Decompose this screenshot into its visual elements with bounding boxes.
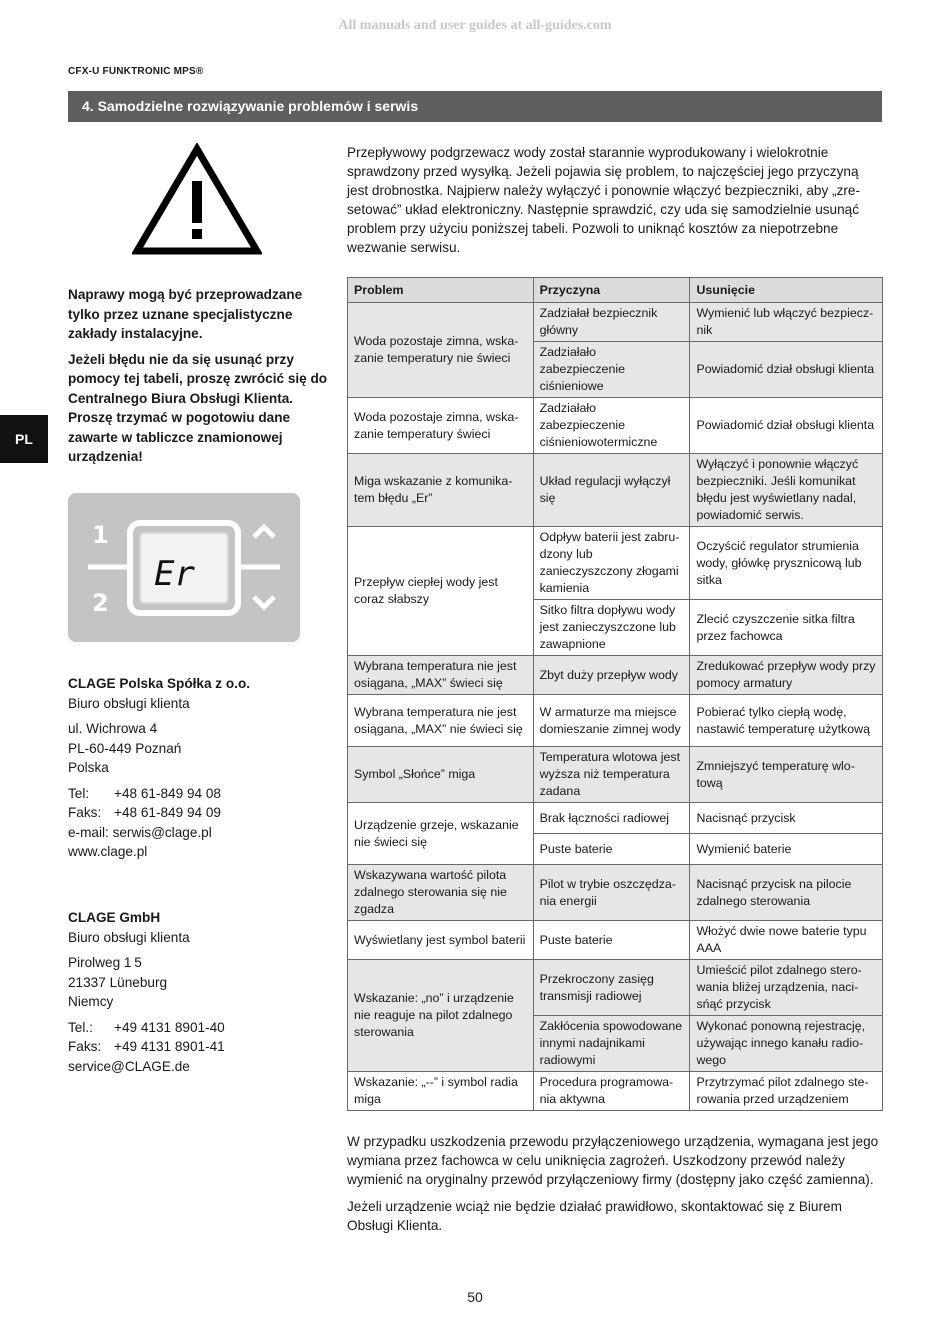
- table-row: [348, 960, 883, 1016]
- problem-cell: Wskazanie: „--” i symbol radia miga: [348, 1072, 534, 1111]
- header-remedy: Usunięcie: [690, 278, 883, 303]
- email[interactable]: service@CLAGE.de: [68, 1058, 190, 1074]
- remedy-cell: Zlecić czyszczenie sitka filtra przez fachowca: [690, 600, 883, 656]
- intro-text: Przepływowy podgrzewacz wody został starannie wyprodukowany i wielokrotnie sprawdzony przed wysyłką. Jeżeli pojawia się problem, to najczęściej jego przyczyną jest drobnostka. Najpierw należy wyłączyć i ponownie włączyć bezpieczniki, aby „zresetować” układ elektroniczny. Następnie sprawdzić, czy uda się samodzielnie usunąć problem przy użyciu poniższej tabeli. Pozwoli to uniknąć kosztów za niepotrzebne wezwanie serwisu.: [347, 145, 861, 255]
- tel-label: Tel.:: [68, 1019, 93, 1035]
- cause-cell: Zadziałał bezpiecznik główny: [533, 303, 690, 342]
- company-name: CLAGE GmbH: [68, 910, 161, 925]
- country: Polska: [68, 760, 109, 775]
- remedy-cell: Wykonać ponowną rejestrację, używając innego kanału radiowego: [690, 1016, 883, 1072]
- display-number-1: 1: [92, 521, 109, 549]
- table-row: [348, 527, 883, 600]
- closing-text: [347, 1132, 882, 1243]
- phone-number: +49 4131 8901-40: [114, 1019, 225, 1035]
- cause-cell: Sitko filtra dopływu wody jest zanieczyszczone lub zawapnione: [533, 600, 690, 656]
- problem-cell: Wybrana temperatura nie jest osiągana, „MAX” świeci się: [348, 656, 534, 695]
- street: ul. Wichrowa 4: [68, 721, 158, 736]
- remedy-cell: Nacisnąć przycisk na pilocie zdalnego sterowania: [690, 865, 883, 921]
- remedy-cell: Wyłączyć i ponownie włączyć bezpieczniki. Jeśli komunikat błędu jest wyświetlany nadal, powiadomić serwis.: [690, 454, 883, 527]
- problem-cell: Wskazanie: „no” i urządzenie nie reaguje na pilot zdalnego sterowania: [348, 960, 534, 1072]
- table-row: [348, 803, 883, 834]
- remedy-cell: Powiadomić dział obsługi klienta: [690, 342, 883, 398]
- table-row: [348, 656, 883, 695]
- remedy-cell: Wymienić baterie: [690, 834, 883, 865]
- cause-cell: Zadziałało zabezpieczenie ciśnieniowe: [533, 342, 690, 398]
- header-cause: Przyczyna: [533, 278, 690, 303]
- department: Biuro obsługi klienta: [68, 929, 190, 945]
- remedy-cell: Umieścić pilot zdalnego sterowania bliżej urządzenia, nacisńąć przycisk: [690, 960, 883, 1016]
- cause-cell: Procedura programowania aktywna: [533, 1072, 690, 1111]
- remedy-cell: Oczyścić regulator strumienia wody, główkę prysznicową lub sitka: [690, 527, 883, 600]
- page-number: 50: [467, 1289, 483, 1305]
- table-row: [348, 454, 883, 527]
- note-paragraph-2: Jeżeli błędu nie da się usunąć przy pomocy tej tabeli, proszę zwrócić się do Centralnego Biura Obsługi Klienta. Proszę trzymać w pogotowiu dane zawarte w tabliczce znamionowej urządzenia!: [68, 351, 328, 464]
- watermark: All manuals and user guides at all-guides.com: [338, 18, 612, 33]
- table-row: [348, 921, 883, 960]
- table-row: [348, 747, 883, 803]
- cause-cell: Odpływ baterii jest zabrudzony lub zanieczyszczony złogami kamienia: [533, 527, 690, 600]
- section-title: 4. Samodzielne rozwiązywanie problemów i serwis: [68, 91, 882, 122]
- document-header: CFX-U FUNKTRONIC MPS®: [68, 66, 204, 77]
- display-error-code: Er: [154, 554, 195, 594]
- city: 21337 Lüneburg: [68, 974, 168, 990]
- website-link[interactable]: www.clage.pl: [68, 844, 148, 859]
- fax-label: Faks:: [68, 1039, 102, 1054]
- table-row: [348, 865, 883, 921]
- note-paragraph-1: Naprawy mogą być przeprowadzane tylko przez uznane specjalistyczne zakłady instalacyjne.: [68, 287, 303, 341]
- country: Niemcy: [68, 994, 114, 1009]
- problem-cell: Miga wskazanie z komunikatem błędu „Er”: [348, 454, 534, 527]
- language-tab: PL: [0, 415, 48, 463]
- cause-cell: Pilot w trybie oszczędzania energii: [533, 865, 690, 921]
- fax-number: +49 4131 8901-41: [114, 1039, 225, 1054]
- remedy-cell: Powiadomić dział obsługi klienta: [690, 398, 883, 454]
- warning-triangle-icon: [132, 143, 262, 255]
- remedy-cell: Zmniejszyć temperaturę wlotową: [690, 747, 883, 803]
- street: Pirolweg 1 5: [68, 955, 142, 970]
- table-row: [348, 398, 883, 454]
- email[interactable]: e-mail: serwis@clage.pl: [68, 824, 212, 840]
- header-problem: Problem: [348, 278, 534, 303]
- table-row: [348, 1072, 883, 1111]
- cause-cell: Układ regulacji wyłączył się: [533, 454, 690, 527]
- cable-replacement-paragraph: W przypadku uszkodzenia przewodu przyłączeniowego urządzenia, wymagana jest jego wymiana przez fachowca w celu uniknięcia zagrożeń. Uszkodzony przewód należy wymienić na oryginalny przewód przyłączeniowy firmy (dostępny jako część zamienna).: [347, 1134, 879, 1187]
- problem-cell: Woda pozostaje zimna, wskazanie temperatury nie świeci: [348, 303, 534, 398]
- table-row: [348, 695, 883, 747]
- fax-label: Faks:: [68, 805, 102, 820]
- cause-cell: Przekroczony zasięg transmisji radiowej: [533, 960, 690, 1016]
- problem-cell: Woda pozostaje zimna, wskazanie temperatury świeci: [348, 398, 534, 454]
- table-header-row: [348, 278, 883, 303]
- fax-number: +48 61-849 94 09: [114, 805, 221, 820]
- troubleshooting-table: [347, 277, 883, 1111]
- cause-cell: W armaturze ma miejsce domieszanie zimnej wody: [533, 695, 690, 747]
- contact-service-paragraph: Jeżeli urządzenie wciąż nie będzie działać prawidłowo, skontaktować się z Biurem Obsługi Klienta.: [347, 1199, 842, 1233]
- tel-label: Tel:: [68, 785, 90, 801]
- remedy-cell: Włożyć dwie nowe baterie typu AAA: [690, 921, 883, 960]
- service-note: [68, 285, 330, 473]
- cause-cell: Brak łączności radiowej: [533, 803, 690, 834]
- company-name: CLAGE Polska Spółka z o.o.: [68, 676, 251, 691]
- cause-cell: Zadziałało zabezpieczenie ciśnieniowotermiczne: [533, 398, 690, 454]
- problem-cell: Wyświetlany jest symbol baterii: [348, 921, 534, 960]
- remedy-cell: Nacisnąć przycisk: [690, 803, 883, 834]
- remedy-cell: Pobierać tylko ciepłą wodę, nastawić temperaturę użytkową: [690, 695, 883, 747]
- remedy-cell: Zredukować przepływ wody przy pomocy armatury: [690, 656, 883, 695]
- display-number-2: 2: [92, 589, 109, 617]
- problem-cell: Symbol „Słońce” miga: [348, 747, 534, 803]
- cause-cell: Puste baterie: [533, 921, 690, 960]
- table-row: [348, 303, 883, 342]
- error-display-illustration: [68, 493, 300, 642]
- contact-clage-polska: [68, 674, 330, 862]
- problem-cell: Wskazywana wartość pilota zdalnego sterowania się nie zgadza: [348, 865, 534, 921]
- cause-cell: Temperatura wlotowa jest wyższa niż temperatura zadana: [533, 747, 690, 803]
- city: PL-60-449 Poznań: [68, 740, 182, 756]
- department: Biuro obsługi klienta: [68, 695, 190, 711]
- problem-cell: Urządzenie grzeje, wskazanie nie świeci się: [348, 803, 534, 865]
- remedy-cell: Przytrzymać pilot zdalnego sterowania przed urządzeniem: [690, 1072, 883, 1111]
- cause-cell: Zakłócenia spowodowane innymi nadajnikami radiowymi: [533, 1016, 690, 1072]
- contact-clage-gmbh: [68, 908, 330, 1076]
- phone-number: +48 61-849 94 08: [114, 785, 221, 801]
- cause-cell: Puste baterie: [533, 834, 690, 865]
- problem-cell: Przepływ ciepłej wody jest coraz słabszy: [348, 527, 534, 656]
- problem-cell: Wybrana temperatura nie jest osiągana, „MAX” nie świeci się: [348, 695, 534, 747]
- remedy-cell: Wymienić lub włączyć bezpiecznik: [690, 303, 883, 342]
- cause-cell: Zbyt duży przepływ wody: [533, 656, 690, 695]
